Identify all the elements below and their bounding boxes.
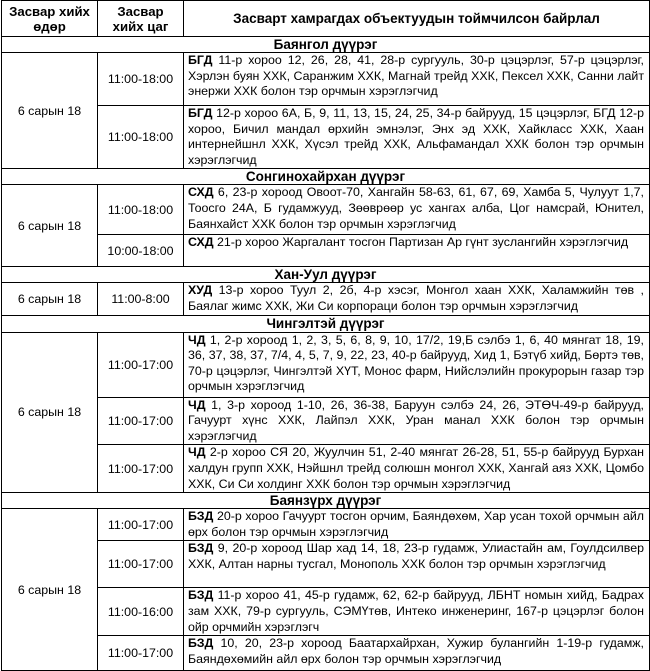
time-cell: 11:00-8:00 [98, 283, 184, 315]
description-cell [184, 588, 650, 636]
time-cell: 11:00-17:00 [98, 636, 184, 671]
description-cell [184, 445, 650, 493]
date-cell: 6 сарын 18 [2, 185, 98, 267]
district-name: Хан-Уул дүүрэг [2, 267, 650, 283]
time-cell: 11:00-17:00 [98, 332, 184, 397]
description-cell [184, 509, 650, 541]
description-cell [184, 636, 650, 671]
time-cell: 11:00-16:00 [98, 588, 184, 636]
table-body [2, 37, 650, 671]
district-code: ЧД [188, 397, 206, 412]
table-row [2, 541, 650, 588]
description-cell [184, 332, 650, 397]
date-cell: 6 сарын 18 [2, 53, 98, 169]
table-row [2, 235, 650, 267]
district-code: БЗД [188, 636, 214, 651]
table-row [2, 445, 650, 493]
time-cell: 10:00-18:00 [98, 235, 184, 267]
header-date: Засвар хийх өдөр [2, 1, 98, 37]
location-text: 20-р хороо Гачуурт тосгон орчим, Баяндөхөм, Хар усан тохой орчмын айл өрх болон тэр орчмын хэрэглэгчид [188, 509, 644, 539]
district-name: Баянгол дүүрэг [2, 37, 650, 53]
table-row [2, 185, 650, 235]
description-cell [184, 235, 650, 267]
table-row [2, 106, 650, 169]
table-row [2, 636, 650, 671]
district-header-row [2, 493, 650, 509]
location-text: 11-р хороо 12, 26, 28, 41, 28-р сургууль, 30-р цэцэрлэг, 57-р цэцэрлэг, Хэрлэн буян ХХК, Саранжим ХХК, Магнай трейд ХХК, Пексел ХХК, Санни лайт энержи ХХК болон тэр орчмын хэрэглэгчид [188, 53, 644, 99]
location-text: 6, 23-р хороод Овоот-70, Хангайн 58-63, 61, 67, 69, Хамба 5, Чулуут 1,7, Тоосго 24А, Б гудамжууд, Зөөврөөр ус хангах алба, Цог намсрай, Юнител, Баянхайст ХХК болон тэр орчмын хэрэглэгчид [188, 185, 644, 231]
time-cell: 11:00-18:00 [98, 53, 184, 106]
location-text: 21-р хороо Жаргалант тосгон Партизан Ар гүнт зуслангийн хэрэглэгчид [213, 235, 629, 250]
district-header-row [2, 169, 650, 185]
time-cell: 11:00-18:00 [98, 106, 184, 169]
description-cell [184, 185, 650, 235]
district-code: СХД [188, 185, 214, 200]
district-code: БГД [188, 53, 213, 67]
description-cell [184, 106, 650, 169]
district-name: Сонгинохайрхан дүүрэг [2, 169, 650, 185]
location-text: 9, 20-р хороод Шар хад 14, 18, 23-р гудамж, Улиастайн ам, Гоулдсилвер ХХК, Алтан нарны тусгал, Монополь ХХК болон тэр орчмын хэрэглэгчид [188, 541, 644, 571]
district-header-row [2, 37, 650, 53]
location-text: 11-р хороо 41, 45-р гудамж, 62, 62-р байрууд, ЛБНТ номын хийд, Бадрах зам ХХК, 79-р сургууль, СЭМҮтөв, Интеко инженеринг, 167-р цэцэрлэг болон ойр орчмийн хэрэглэгч [188, 588, 644, 634]
table-row [2, 283, 650, 315]
date-cell: 6 сарын 18 [2, 509, 98, 671]
time-cell: 11:00-18:00 [98, 185, 184, 235]
header-time: Засвар хийх цаг [98, 1, 184, 37]
district-code: СХД [188, 235, 214, 250]
table-row [2, 53, 650, 106]
district-code: БЗД [188, 588, 214, 603]
district-code: ХУД [188, 283, 213, 298]
time-cell: 11:00-17:00 [98, 509, 184, 541]
district-name: Баянзүрх дүүрэг [2, 493, 650, 509]
description-cell [184, 283, 650, 315]
date-cell: 6 сарын 18 [2, 332, 98, 493]
location-text: 1, 2-р хороод 1, 2, 3, 5, 6, 8, 9, 10, 17/2, 19,Б сэлбэ 1, 6, 40 мянгат 18, 19, 36, 37, 38, 37, 7/4, 4, 5, 7, 9, 22, 23, 40-р байрууд, Хид 1, Бэтүб хийд, Бөртэ төв, 70-р цэцэрлэг, Чингэлтэй ХҮТ, Монос фарм, Нийслэлийн прокурорын газар тэр орчмын хэрэглэгчид [188, 332, 644, 394]
time-cell: 11:00-17:00 [98, 445, 184, 493]
header-description: Засварт хамрагдах объектуудын тоймчилсон байрлал [184, 1, 650, 37]
description-cell [184, 397, 650, 445]
location-text: 2-р хороо СЯ 20, Жуулчин 51, 2-40 мянгат 26-28, 51, 55-р байрууд Бурхан халдун групп ХХК, Нэйшнл трейд солюшн монгол ХХК, Хангай аяз ХХК, Цомбо ХХК, Си Си холдинг ХХК болон тэр орчмын хэрэглэгчид [188, 445, 644, 491]
district-name: Чингэлтэй дүүрэг [2, 315, 650, 332]
location-text: 10, 20, 23-р хороод Баатархайрхан, Хужир булангийн 1-19-р гудамж, Баяндөхөмийн айл өрх болон тэр орчмын хэрэглэгчид [188, 636, 644, 666]
time-cell: 11:00-17:00 [98, 397, 184, 445]
table-header-row [2, 1, 650, 37]
table-row [2, 397, 650, 445]
maintenance-schedule-table [1, 0, 650, 671]
district-code: БГД [188, 106, 213, 120]
date-cell: 6 сарын 18 [2, 283, 98, 315]
district-code: БЗД [188, 509, 214, 524]
time-cell: 11:00-17:00 [98, 541, 184, 588]
location-text: 13-р хороо Туул 2, 2б, 4-р хэсэг, Монгол хаан ХХК, Халамжийн төв , Баялаг жимс ХХК, Жи Си корпораци болон тэр орчмын хэрэглэгчид [188, 283, 644, 313]
description-cell [184, 541, 650, 588]
table-row [2, 588, 650, 636]
table-row [2, 332, 650, 397]
location-text: 12-р хороо 6А, Б, 9, 11, 13, 15, 24, 25, 34-р байрууд, 15 цэцэрлэг, БГД 12-р хороо, Бичил мандал өрхийн эмнэлэг, Энх эд ХХК, Хайкласс ХХК, Хаан интернейшнл ХХК, Хүсэл трейд ХХК, Альфамандал ХХК болон тэр орчмын хэрэглэгчид [188, 106, 644, 167]
location-text: 1, 3-р хороод 1-10, 26, 36-38, Баруун сэлбэ 24, 26, ЭТӨЧ-49-р байрууд, Гачуурт хүнс ХХК, Лайпэл ХХК, Уран манал ХХК болон тэр орчмын хэрэглэгчид [188, 397, 644, 443]
description-cell [184, 53, 650, 106]
district-code: ЧД [188, 445, 206, 460]
district-header-row [2, 267, 650, 283]
table-row [2, 509, 650, 541]
district-header-row [2, 315, 650, 332]
district-code: БЗД [188, 541, 214, 556]
district-code: ЧД [188, 332, 206, 347]
